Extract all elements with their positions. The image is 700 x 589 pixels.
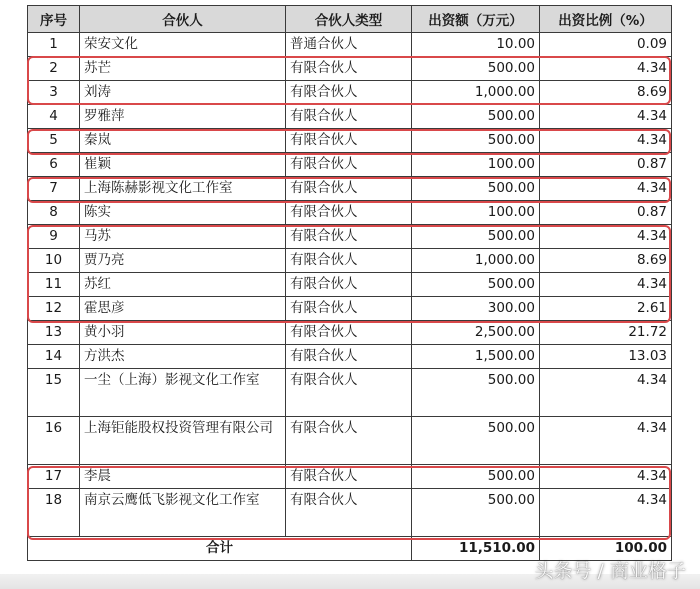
partner-type-cell: 有限合伙人	[286, 297, 412, 321]
amount-cell: 500.00	[412, 489, 540, 537]
table-row	[28, 177, 672, 201]
partner-name-cell: 荣安文化	[80, 33, 286, 57]
table-row	[28, 345, 672, 369]
partner-name-cell: 南京云鹰低飞影视文化工作室	[80, 489, 286, 537]
table-row	[28, 57, 672, 81]
ratio-cell: 13.03	[540, 345, 672, 369]
ratio-cell: 0.87	[540, 201, 672, 225]
header-partner-type: 合伙人类型	[286, 6, 412, 33]
amount-cell: 500.00	[412, 225, 540, 249]
table-header	[28, 6, 672, 33]
ratio-cell: 0.09	[540, 33, 672, 57]
serial-cell: 15	[28, 369, 80, 417]
ratio-cell: 8.69	[540, 249, 672, 273]
partner-type-cell: 普通合伙人	[286, 33, 412, 57]
serial-cell: 2	[28, 57, 80, 81]
partner-type-cell: 有限合伙人	[286, 81, 412, 105]
table-body	[28, 33, 672, 537]
partner-name-cell: 上海陈赫影视文化工作室	[80, 177, 286, 201]
ratio-cell: 4.34	[540, 417, 672, 465]
serial-cell: 1	[28, 33, 80, 57]
partner-name-cell: 上海钜能股权投资管理有限公司	[80, 417, 286, 465]
amount-cell: 500.00	[412, 417, 540, 465]
table-row	[28, 321, 672, 345]
partner-type-cell: 有限合伙人	[286, 57, 412, 81]
partner-type-cell: 有限合伙人	[286, 201, 412, 225]
amount-cell: 100.00	[412, 153, 540, 177]
table-row	[28, 129, 672, 153]
partner-type-cell: 有限合伙人	[286, 177, 412, 201]
serial-cell: 18	[28, 489, 80, 537]
amount-cell: 500.00	[412, 105, 540, 129]
table-row	[28, 225, 672, 249]
partner-name-cell: 一尘（上海）影视文化工作室	[80, 369, 286, 417]
partner-name-cell: 霍思彦	[80, 297, 286, 321]
partner-name-cell: 罗雅萍	[80, 105, 286, 129]
partner-type-cell: 有限合伙人	[286, 345, 412, 369]
ratio-cell: 4.34	[540, 105, 672, 129]
partner-name-cell: 苏红	[80, 273, 286, 297]
partner-name-cell: 苏芒	[80, 57, 286, 81]
serial-cell: 4	[28, 105, 80, 129]
serial-cell: 5	[28, 129, 80, 153]
serial-cell: 9	[28, 225, 80, 249]
partner-type-cell: 有限合伙人	[286, 273, 412, 297]
ratio-cell: 4.34	[540, 465, 672, 489]
table-row	[28, 273, 672, 297]
amount-cell: 100.00	[412, 201, 540, 225]
amount-cell: 500.00	[412, 177, 540, 201]
amount-cell: 500.00	[412, 129, 540, 153]
serial-cell: 13	[28, 321, 80, 345]
partner-type-cell: 有限合伙人	[286, 153, 412, 177]
table-row	[28, 153, 672, 177]
partner-type-cell: 有限合伙人	[286, 105, 412, 129]
partner-name-cell: 黄小羽	[80, 321, 286, 345]
partner-name-cell: 方洪杰	[80, 345, 286, 369]
partner-type-cell: 有限合伙人	[286, 249, 412, 273]
amount-cell: 10.00	[412, 33, 540, 57]
serial-cell: 11	[28, 273, 80, 297]
serial-cell: 17	[28, 465, 80, 489]
serial-cell: 6	[28, 153, 80, 177]
table-row	[28, 249, 672, 273]
table-row	[28, 81, 672, 105]
table-row	[28, 417, 672, 465]
serial-cell: 12	[28, 297, 80, 321]
serial-cell: 7	[28, 177, 80, 201]
partner-name-cell: 秦岚	[80, 129, 286, 153]
table-row	[28, 297, 672, 321]
partner-type-cell: 有限合伙人	[286, 129, 412, 153]
table-row	[28, 489, 672, 537]
partner-name-cell: 崔颖	[80, 153, 286, 177]
serial-cell: 3	[28, 81, 80, 105]
serial-cell: 10	[28, 249, 80, 273]
amount-cell: 1,000.00	[412, 81, 540, 105]
amount-cell: 300.00	[412, 297, 540, 321]
serial-cell: 8	[28, 201, 80, 225]
amount-cell: 500.00	[412, 369, 540, 417]
table-row	[28, 369, 672, 417]
ratio-cell: 2.61	[540, 297, 672, 321]
header-amount: 出资额（万元）	[412, 6, 540, 33]
serial-cell: 16	[28, 417, 80, 465]
serial-cell: 14	[28, 345, 80, 369]
partner-type-cell: 有限合伙人	[286, 417, 412, 465]
partner-type-cell: 有限合伙人	[286, 465, 412, 489]
header-partner: 合伙人	[80, 6, 286, 33]
table-row	[28, 33, 672, 57]
ratio-cell: 4.34	[540, 369, 672, 417]
total-label: 合计	[28, 537, 412, 561]
ratio-cell: 21.72	[540, 321, 672, 345]
header-ratio: 出资比例（%）	[540, 6, 672, 33]
amount-cell: 1,500.00	[412, 345, 540, 369]
amount-cell: 2,500.00	[412, 321, 540, 345]
total-ratio: 100.00	[540, 537, 672, 561]
ratio-cell: 0.87	[540, 153, 672, 177]
partner-type-cell: 有限合伙人	[286, 321, 412, 345]
partner-name-cell: 马苏	[80, 225, 286, 249]
total-amount: 11,510.00	[412, 537, 540, 561]
partner-type-cell: 有限合伙人	[286, 489, 412, 537]
partner-name-cell: 贾乃亮	[80, 249, 286, 273]
ratio-cell: 4.34	[540, 57, 672, 81]
header-serial: 序号	[28, 6, 80, 33]
table-row	[28, 105, 672, 129]
watermark: 头条号 / 商业格子	[534, 560, 686, 582]
table-row	[28, 465, 672, 489]
table-row	[28, 201, 672, 225]
partner-name-cell: 刘涛	[80, 81, 286, 105]
amount-cell: 500.00	[412, 273, 540, 297]
ratio-cell: 4.34	[540, 177, 672, 201]
partner-type-cell: 有限合伙人	[286, 225, 412, 249]
partner-table	[27, 5, 672, 561]
ratio-cell: 4.34	[540, 489, 672, 537]
partner-name-cell: 陈实	[80, 201, 286, 225]
ratio-cell: 4.34	[540, 225, 672, 249]
amount-cell: 1,000.00	[412, 249, 540, 273]
partner-name-cell: 李晨	[80, 465, 286, 489]
partner-type-cell: 有限合伙人	[286, 369, 412, 417]
ratio-cell: 4.34	[540, 273, 672, 297]
ratio-cell: 8.69	[540, 81, 672, 105]
amount-cell: 500.00	[412, 465, 540, 489]
amount-cell: 500.00	[412, 57, 540, 81]
ratio-cell: 4.34	[540, 129, 672, 153]
